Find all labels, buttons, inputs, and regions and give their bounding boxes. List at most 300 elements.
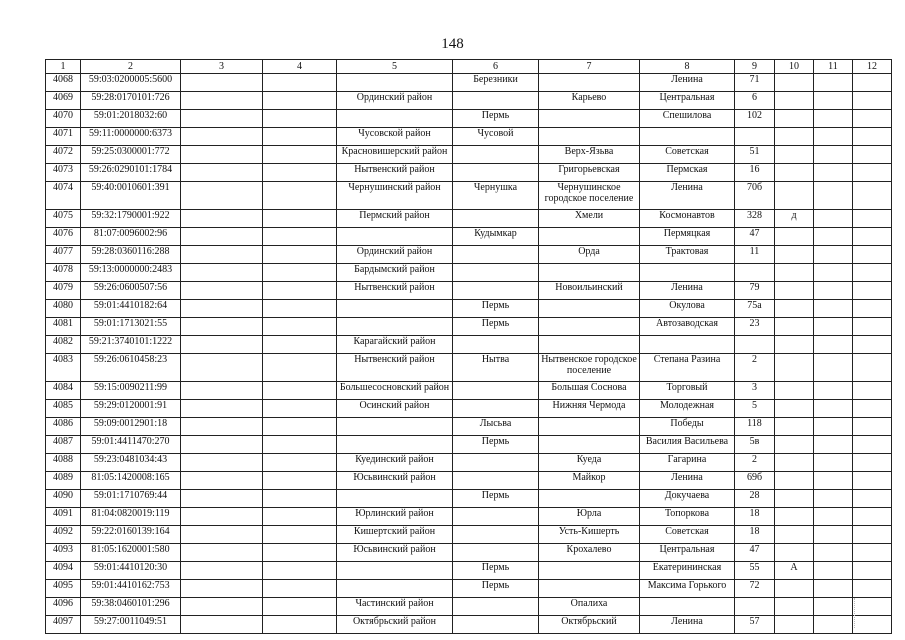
table-cell [814,264,853,282]
table-cell [775,508,814,526]
table-cell: 4070 [46,110,81,128]
table-cell [775,264,814,282]
table-cell: Верх-Язьва [539,146,640,164]
table-cell [263,616,337,634]
table-row [46,418,892,436]
table-cell: Ленина [640,282,735,300]
table-cell [263,300,337,318]
table-cell: 59:22:0160139:164 [81,526,181,544]
table-cell: 59:21:3740101:1222 [81,336,181,354]
table-cell [640,336,735,354]
table-cell: 59:01:4410162:753 [81,580,181,598]
table-cell [853,418,892,436]
table-cell: Торговый [640,382,735,400]
table-cell [181,74,263,92]
table-cell [814,598,853,616]
table-cell [814,454,853,472]
table-cell: Молодежная [640,400,735,418]
table-cell [263,246,337,264]
table-cell [775,182,814,210]
table-cell [263,182,337,210]
table-cell [337,562,453,580]
table-cell: 47 [735,544,775,562]
table-cell: Пермь [453,562,539,580]
table-cell: Кишертский район [337,526,453,544]
table-cell: 81:05:1620001:580 [81,544,181,562]
table-cell [814,282,853,300]
table-cell [853,74,892,92]
table-row [46,382,892,400]
table-cell: Юсьвинский район [337,472,453,490]
table-cell [853,580,892,598]
table-cell [775,382,814,400]
table-cell: 5в [735,436,775,454]
table-row [46,146,892,164]
table-cell [735,128,775,146]
table-cell: 59:13:0000000:2483 [81,264,181,282]
table-cell [453,282,539,300]
table-cell [814,616,853,634]
table-cell [775,400,814,418]
table-cell [181,454,263,472]
table-cell [853,436,892,454]
table-cell [775,598,814,616]
table-cell [263,164,337,182]
table-cell [853,164,892,182]
table-cell [814,128,853,146]
table-cell: Космонавтов [640,210,735,228]
table-cell [853,246,892,264]
table-row [46,246,892,264]
table-cell [853,264,892,282]
table-cell: 59:03:0200005:5600 [81,74,181,92]
column-header: 11 [814,60,853,74]
table-cell: Ординский район [337,92,453,110]
table-cell [775,164,814,182]
table-cell [814,318,853,336]
table-cell: 4078 [46,264,81,282]
table-cell: 69б [735,472,775,490]
table-cell: 102 [735,110,775,128]
table-row [46,110,892,128]
table-cell [181,164,263,182]
table-cell [539,418,640,436]
table-cell: 11 [735,246,775,264]
table-cell: Степана Разина [640,354,735,382]
table-cell [453,598,539,616]
table-cell [453,264,539,282]
table-cell: Нытвенский район [337,354,453,382]
table-cell [814,110,853,128]
column-header: 9 [735,60,775,74]
table-cell [181,282,263,300]
table-row [46,182,892,210]
table-cell [775,128,814,146]
table-cell: Частинский район [337,598,453,616]
table-cell: 59:09:0012901:18 [81,418,181,436]
table-cell: 59:01:1713021:55 [81,318,181,336]
table-cell [853,490,892,508]
table-row [46,336,892,354]
table-cell [263,436,337,454]
table-cell [263,490,337,508]
table-cell [775,354,814,382]
table-cell: Усть-Кишерть [539,526,640,544]
table-cell [453,164,539,182]
table-row [46,210,892,228]
table-cell [814,146,853,164]
table-cell [263,454,337,472]
table-cell: Лысьва [453,418,539,436]
table-cell [539,110,640,128]
table-cell: 18 [735,526,775,544]
table-cell: Орда [539,246,640,264]
table-cell [539,490,640,508]
table-cell: Трактовая [640,246,735,264]
table-cell [181,300,263,318]
table-cell [775,318,814,336]
table-cell [453,246,539,264]
table-cell: Куеда [539,454,640,472]
table-cell: 51 [735,146,775,164]
table-cell [181,92,263,110]
table-cell [181,598,263,616]
table-cell [181,526,263,544]
table-cell [181,264,263,282]
table-row [46,580,892,598]
table-cell [775,436,814,454]
table-cell [853,210,892,228]
table-cell: 59:01:4410182:64 [81,300,181,318]
table-cell [337,436,453,454]
table-cell [337,318,453,336]
table-cell: 4090 [46,490,81,508]
table-cell: Крохалево [539,544,640,562]
table-row [46,490,892,508]
table-cell: 5 [735,400,775,418]
table-cell: 72 [735,580,775,598]
table-cell: 4086 [46,418,81,436]
table-cell: 6 [735,92,775,110]
table-cell [814,544,853,562]
table-cell: 4095 [46,580,81,598]
table-cell [453,400,539,418]
table-cell [853,354,892,382]
table-cell: 4077 [46,246,81,264]
table-cell: 3 [735,382,775,400]
table-cell [539,562,640,580]
table-cell [814,164,853,182]
table-cell [539,228,640,246]
table-cell [640,128,735,146]
table-cell: 55 [735,562,775,580]
table-cell: 59:28:0360116:288 [81,246,181,264]
table-cell: Нытвенское городское поселение [539,354,640,382]
table-cell [263,336,337,354]
table-row [46,400,892,418]
table-cell [453,616,539,634]
table-cell [181,146,263,164]
table-cell [181,436,263,454]
table-cell [263,400,337,418]
table-cell: Осинский район [337,400,453,418]
table-cell [181,228,263,246]
table-cell: 59:27:0011049:51 [81,616,181,634]
table-cell: 4071 [46,128,81,146]
table-cell [337,110,453,128]
table-cell [263,418,337,436]
table-cell [181,382,263,400]
table-cell [263,210,337,228]
table-cell: 4068 [46,74,81,92]
table-cell: Пермяцкая [640,228,735,246]
column-header: 6 [453,60,539,74]
column-header: 8 [640,60,735,74]
table-row [46,300,892,318]
column-header: 7 [539,60,640,74]
table-cell [814,92,853,110]
table-row [46,526,892,544]
header-row [46,60,892,74]
table-cell [853,282,892,300]
table-cell: 59:40:0010601:391 [81,182,181,210]
table-cell [853,598,892,616]
table-cell: 28 [735,490,775,508]
table-cell [181,472,263,490]
table-cell: Чернушинское городское поселение [539,182,640,210]
table-cell [814,336,853,354]
table-row [46,74,892,92]
table-cell [853,472,892,490]
table-cell: 4069 [46,92,81,110]
table-cell [735,598,775,616]
table-cell: Максима Горького [640,580,735,598]
table-cell: Майкор [539,472,640,490]
table-cell [539,436,640,454]
table-row [46,282,892,300]
table-cell: 4080 [46,300,81,318]
table-cell [539,128,640,146]
table-cell [181,616,263,634]
table-cell [853,616,892,634]
table-cell: Березники [453,74,539,92]
table-cell [263,354,337,382]
scan-edge-artifact [852,598,855,628]
table-cell [814,246,853,264]
table-cell [181,182,263,210]
table-cell [181,246,263,264]
table-row [46,508,892,526]
table-cell [814,300,853,318]
table-cell: Григорьевская [539,164,640,182]
table-cell [181,400,263,418]
table-cell: 4093 [46,544,81,562]
table-cell: 59:26:0610458:23 [81,354,181,382]
table-cell: Екатерининская [640,562,735,580]
table-cell [775,110,814,128]
table-row [46,164,892,182]
table-cell: 59:01:2018032:60 [81,110,181,128]
table-cell: 4092 [46,526,81,544]
table-row [46,92,892,110]
table-row [46,616,892,634]
table-cell [539,318,640,336]
table-cell: Ленина [640,472,735,490]
table-cell: Докучаева [640,490,735,508]
page-number: 148 [441,36,464,52]
table-body [46,74,892,634]
table-cell: 4085 [46,400,81,418]
table-cell [814,418,853,436]
table-cell [640,598,735,616]
table-cell: 4079 [46,282,81,300]
table-cell [775,454,814,472]
table-cell [539,300,640,318]
table-cell [453,544,539,562]
table-cell: 57 [735,616,775,634]
table-cell: 79 [735,282,775,300]
table-cell: Октябрьский [539,616,640,634]
table-cell: 59:01:4411470:270 [81,436,181,454]
table-cell: Кудымкар [453,228,539,246]
table-cell [775,300,814,318]
table-cell [263,282,337,300]
table-cell: Юсьвинский район [337,544,453,562]
table-cell: Карагайский район [337,336,453,354]
table-cell: 4082 [46,336,81,354]
table-row [46,544,892,562]
table-cell [775,526,814,544]
table-cell [853,128,892,146]
table-cell [337,300,453,318]
table-cell [853,92,892,110]
table-cell [453,210,539,228]
table-cell [453,454,539,472]
table-cell: 81:05:1420008:165 [81,472,181,490]
table-cell: 4083 [46,354,81,382]
table-cell [814,354,853,382]
table-cell [775,74,814,92]
table-cell [775,580,814,598]
table-cell [814,382,853,400]
table-cell: Бардымский район [337,264,453,282]
table-cell [853,182,892,210]
table-cell: Чернушка [453,182,539,210]
table-cell: Чусовой [453,128,539,146]
table-cell: 59:26:0600507:56 [81,282,181,300]
table-cell: Ординский район [337,246,453,264]
table-cell [263,146,337,164]
table-cell [263,74,337,92]
table-cell: Пермь [453,436,539,454]
table-cell: 59:01:4410120:30 [81,562,181,580]
table-row [46,354,892,382]
table-cell: Автозаводская [640,318,735,336]
table-cell [453,92,539,110]
table-cell [853,300,892,318]
table-cell: д [775,210,814,228]
table-cell: 4089 [46,472,81,490]
table-cell [263,526,337,544]
table-cell [814,210,853,228]
table-cell: 4081 [46,318,81,336]
table-cell: Ленина [640,616,735,634]
table-cell: Спешилова [640,110,735,128]
table-cell [814,228,853,246]
table-cell [735,336,775,354]
table-cell [853,544,892,562]
table-cell [337,74,453,92]
table-cell [263,128,337,146]
table-cell [853,382,892,400]
table-cell [853,318,892,336]
table-cell: 2 [735,454,775,472]
table-cell [263,264,337,282]
table-cell: 118 [735,418,775,436]
table-cell [814,490,853,508]
table-cell [814,526,853,544]
table-cell: 4084 [46,382,81,400]
table-cell: Советская [640,526,735,544]
table-cell: Топоркова [640,508,735,526]
table-cell [263,580,337,598]
table-cell: 4091 [46,508,81,526]
table-cell [263,382,337,400]
table-cell [640,264,735,282]
table-cell [181,354,263,382]
table-cell: Нытвенский район [337,164,453,182]
table-cell: Нижняя Чермода [539,400,640,418]
table-cell [775,472,814,490]
table-cell: 59:11:0000000:6373 [81,128,181,146]
table-cell [775,490,814,508]
table-cell [735,264,775,282]
table-cell: Пермь [453,318,539,336]
table-cell: Советская [640,146,735,164]
table-cell: 59:01:1710769:44 [81,490,181,508]
table-cell [775,246,814,264]
table-cell: Нытва [453,354,539,382]
table-cell [814,74,853,92]
table-cell [181,562,263,580]
column-header: 2 [81,60,181,74]
table-cell: Красновишерский район [337,146,453,164]
table-cell [181,508,263,526]
table-row [46,472,892,490]
table-cell [814,400,853,418]
table-cell: Пермь [453,580,539,598]
table-cell: 59:25:0300001:772 [81,146,181,164]
table-cell [853,508,892,526]
table-cell [181,336,263,354]
table-cell: Чернушинский район [337,182,453,210]
table-cell: Пермь [453,300,539,318]
table-cell: 4097 [46,616,81,634]
table-row [46,454,892,472]
table-cell [453,336,539,354]
table-cell: 4072 [46,146,81,164]
table-cell [453,146,539,164]
table-cell [263,544,337,562]
table-cell [814,472,853,490]
table-cell: Победы [640,418,735,436]
table-cell: 4074 [46,182,81,210]
table-cell: Большая Соснова [539,382,640,400]
table-cell: 59:29:0120001:91 [81,400,181,418]
table-row [46,264,892,282]
table-cell [775,146,814,164]
table-cell [775,228,814,246]
